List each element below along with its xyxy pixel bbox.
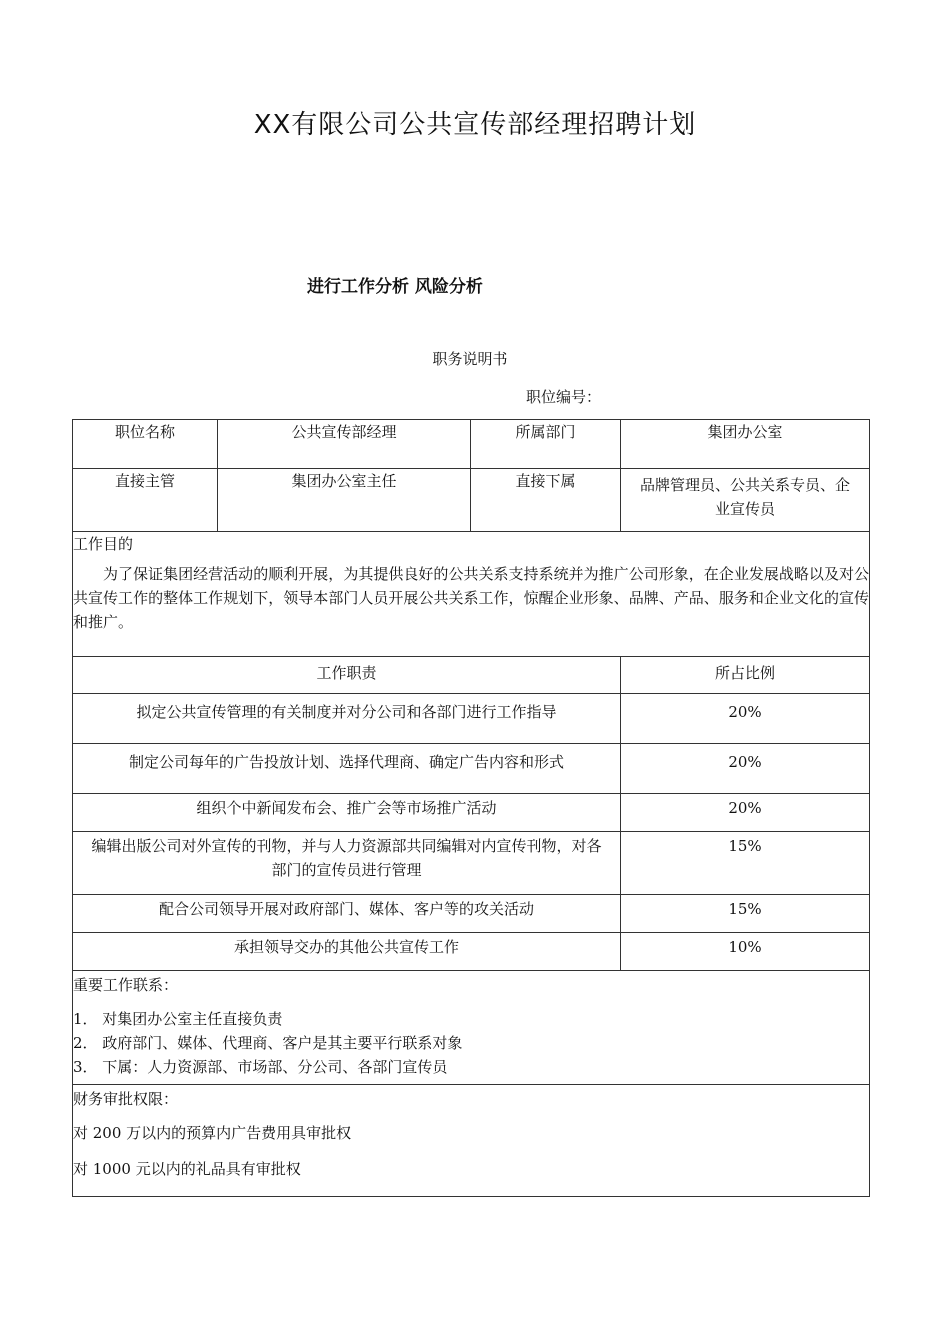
document-title: XX有限公司公共宣传部经理招聘计划 (253, 110, 697, 140)
job-description-table (72, 419, 870, 1197)
table-row (73, 469, 870, 532)
subordinates-label: 直接下属 (471, 469, 621, 532)
duty-ratio: 15% (621, 895, 870, 933)
table-row (73, 1085, 870, 1197)
list-item: 2． 政府部门、媒体、代理商、客户是其主要平行联系对象 (73, 1034, 463, 1052)
ratio-header: 所占比例 (621, 657, 870, 694)
purpose-text: 为了保证集团经营活动的顺利开展，为其提供良好的公共关系支持系统并为推广公司形象，在企业发展战略以及对公共宣传工作的整体工作规划下，领导本部门人员开展公共关系工作，惊醒企业形象、品牌、产品、服务和企业文化的宣传和推广。 (73, 565, 869, 631)
position-name-label: 职位名称 (73, 420, 218, 469)
table-row (73, 933, 870, 971)
duty-ratio: 20% (621, 794, 870, 832)
duty-ratio: 10% (621, 933, 870, 971)
duty-text: 编辑出版公司对外宣传的刊物，并与人力资源部共同编辑对内宣传刊物，对各部门的宣传员进行管理 (73, 832, 621, 895)
list-item: 对 200 万以内的预算内广告费用具审批权 (73, 1124, 352, 1142)
purpose-cell (73, 532, 870, 657)
supervisor-value: 集团办公室主任 (218, 469, 471, 532)
table-row (73, 794, 870, 832)
duty-text: 组织个中新闻发布会、推广会等市场推广活动 (73, 794, 621, 832)
duty-text: 承担领导交办的其他公共宣传工作 (73, 933, 621, 971)
section-subtitle: 进行工作分析 风险分析 (307, 277, 483, 297)
duty-ratio: 20% (621, 744, 870, 794)
finance-cell (73, 1085, 870, 1197)
position-name-value: 公共宣传部经理 (218, 420, 471, 469)
doc-name: 职务说明书 (432, 350, 508, 368)
duty-ratio: 20% (621, 694, 870, 744)
duty-ratio: 15% (621, 832, 870, 895)
duty-text: 配合公司领导开展对政府部门、媒体、客户等的攻关活动 (73, 895, 621, 933)
supervisor-label: 直接主管 (73, 469, 218, 532)
subordinates-value: 品牌管理员、公共关系专员、企业宣传员 (621, 469, 870, 532)
position-number-label: 职位编号： (526, 388, 602, 406)
relations-label: 重要工作联系： (73, 976, 179, 994)
list-item: 对 1000 元以内的礼品具有审批权 (73, 1160, 301, 1178)
table-row (73, 657, 870, 694)
duties-header: 工作职责 (73, 657, 621, 694)
table-row (73, 832, 870, 895)
table-row (73, 694, 870, 744)
relations-cell (73, 971, 870, 1085)
duty-text: 制定公司每年的广告投放计划、选择代理商、确定广告内容和形式 (73, 744, 621, 794)
table-row (73, 971, 870, 1085)
duty-text: 拟定公共宣传管理的有关制度并对分公司和各部门进行工作指导 (73, 694, 621, 744)
table-row (73, 420, 870, 469)
purpose-label: 工作目的 (73, 535, 134, 553)
department-value: 集团办公室 (621, 420, 870, 469)
list-item: 1． 对集团办公室主任直接负责 (73, 1010, 283, 1028)
table-row (73, 744, 870, 794)
table-row (73, 895, 870, 933)
list-item: 3． 下属：人力资源部、市场部、分公司、各部门宣传员 (73, 1058, 448, 1076)
table-row (73, 532, 870, 657)
finance-label: 财务审批权限： (73, 1090, 179, 1108)
department-label: 所属部门 (471, 420, 621, 469)
